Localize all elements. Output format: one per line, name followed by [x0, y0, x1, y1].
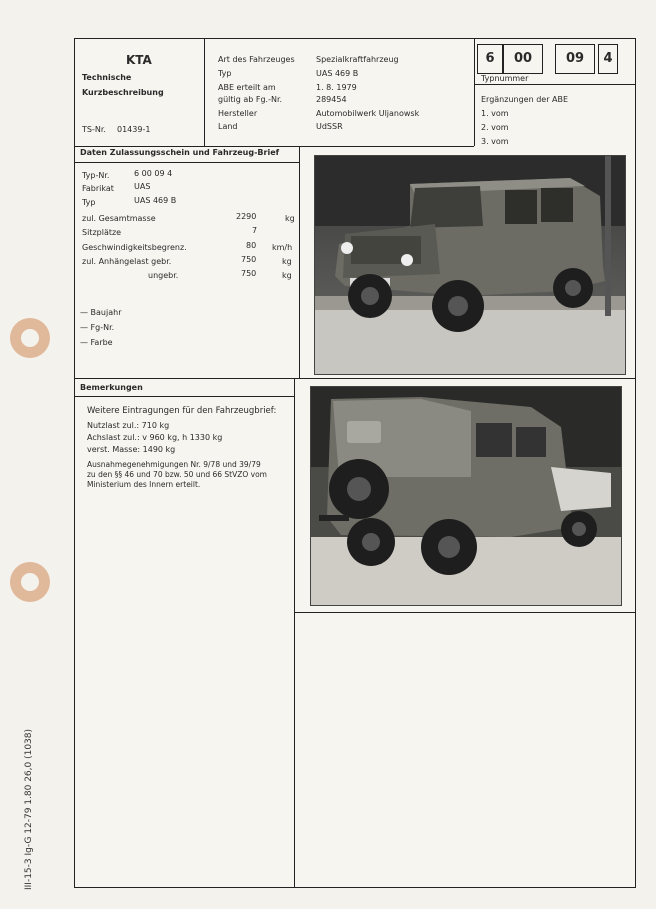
value-gueltig: 289454 [316, 95, 347, 104]
row-label-anhaengelast: zul. Anhängelast gebr. [82, 257, 172, 266]
typnummer-digit-4: 4 [598, 44, 618, 74]
row-label-geschwindigkeit: Geschwindigkeitsbegrenz. [82, 243, 187, 252]
label-land: Land [218, 122, 238, 131]
typnummer-divider [474, 38, 475, 146]
bemerkungen-underline [74, 396, 294, 397]
typnummer-label: Typnummer [481, 74, 529, 83]
typnummer-digit-3: 09 [555, 44, 595, 74]
typ-nr-label: Typ-Nr. [82, 171, 110, 180]
label-typ: Typ [218, 69, 232, 78]
row-unit-gesamtmasse: kg [285, 214, 295, 223]
fgnr-label: — Fg-Nr. [80, 323, 115, 332]
typnummer-digit-2: 00 [503, 44, 543, 74]
vehicle-photo-rear [310, 386, 622, 606]
row-unit-geschwindigkeit: km/h [272, 243, 293, 252]
typ-nr-value: 6 00 09 4 [134, 169, 173, 178]
value-hersteller: Automobilwerk Uljanowsk [316, 109, 420, 118]
ergaenzungen-title: Ergänzungen der ABE [481, 95, 569, 104]
baujahr-label: — Baujahr [80, 308, 122, 317]
bemerkungen-right-border [294, 378, 295, 888]
row-value-geschwindigkeit: 80 [246, 241, 257, 250]
vehicle-photo-front [314, 155, 626, 375]
header-col-divider [204, 38, 205, 146]
side-print-note: III-15-3 Ig-G 12-79 1.80 26,0 (1038) [24, 728, 34, 890]
label-hersteller: Hersteller [218, 109, 258, 118]
typ-label: Typ [82, 198, 96, 207]
ergaenzung-1: 1. vom [481, 109, 509, 118]
row-label-ungebr: ungebr. [148, 271, 179, 280]
ergaenzung-2: 2. vom [481, 123, 509, 132]
ausnahme-1: Ausnahmegenehmigungen Nr. 9/78 und 39/79 [87, 460, 261, 469]
punch-hole-bottom [10, 562, 50, 602]
kta-label: KTA [126, 53, 152, 67]
row-value-sitzplaetze: 7 [252, 226, 258, 235]
value-art: Spezialkraftfahrzeug [316, 55, 399, 64]
header-divider [74, 146, 474, 147]
doc-title-1: Technische [82, 73, 132, 82]
value-land: UdSSR [316, 122, 343, 131]
ts-nr-label: TS-Nr. [82, 125, 106, 134]
punch-hole-top [10, 318, 50, 358]
row-value-anhaengelast: 750 [241, 255, 257, 264]
daten-title-underline [74, 162, 299, 163]
daten-bottom-border [74, 378, 636, 379]
bemerkungen-title: Bemerkungen [80, 383, 143, 392]
ts-nr-value: 01439-1 [117, 125, 151, 134]
daten-right-border [299, 146, 300, 378]
fabrikat-label: Fabrikat [82, 184, 114, 193]
row-unit-ungebr: kg [282, 271, 292, 280]
photo-bottom-border [294, 612, 636, 613]
bemerkung-nutzlast: Nutzlast zul.: 710 kg [87, 421, 170, 430]
typnummer-digit-1: 6 [477, 44, 503, 74]
ergaenzung-3: 3. vom [481, 137, 509, 146]
value-typ: UAS 469 B [316, 69, 359, 78]
ausnahme-3: Ministerium des Innern erteilt. [87, 480, 201, 489]
row-value-ungebr: 750 [241, 269, 257, 278]
daten-title: Daten Zulassungsschein und Fahrzeug-Brief [80, 148, 280, 157]
row-label-sitzplaetze: Sitzplätze [82, 228, 122, 237]
row-unit-anhaengelast: kg [282, 257, 292, 266]
typ-value: UAS 469 B [134, 196, 177, 205]
label-gueltig: gültig ab Fg.-Nr. [218, 95, 283, 104]
label-art: Art des Fahrzeuges [218, 55, 295, 64]
row-label-gesamtmasse: zul. Gesamtmasse [82, 214, 156, 223]
bemerkungen-heading: Weitere Eintragungen für den Fahrzeugbrief: [87, 406, 277, 416]
bemerkung-achslast: Achslast zul.: v 960 kg, h 1330 kg [87, 433, 223, 442]
typnummer-underline [474, 84, 636, 85]
bemerkung-masse: verst. Masse: 1490 kg [87, 445, 176, 454]
row-value-gesamtmasse: 2290 [236, 212, 257, 221]
fabrikat-value: UAS [134, 182, 151, 191]
value-abe: 1. 8. 1979 [316, 83, 357, 92]
ausnahme-2: zu den §§ 46 und 70 bzw. 50 und 66 StVZO vom [87, 470, 267, 479]
label-abe: ABE erteilt am [218, 83, 276, 92]
farbe-label: — Farbe [80, 338, 113, 347]
doc-title-2: Kurzbeschreibung [82, 88, 164, 97]
